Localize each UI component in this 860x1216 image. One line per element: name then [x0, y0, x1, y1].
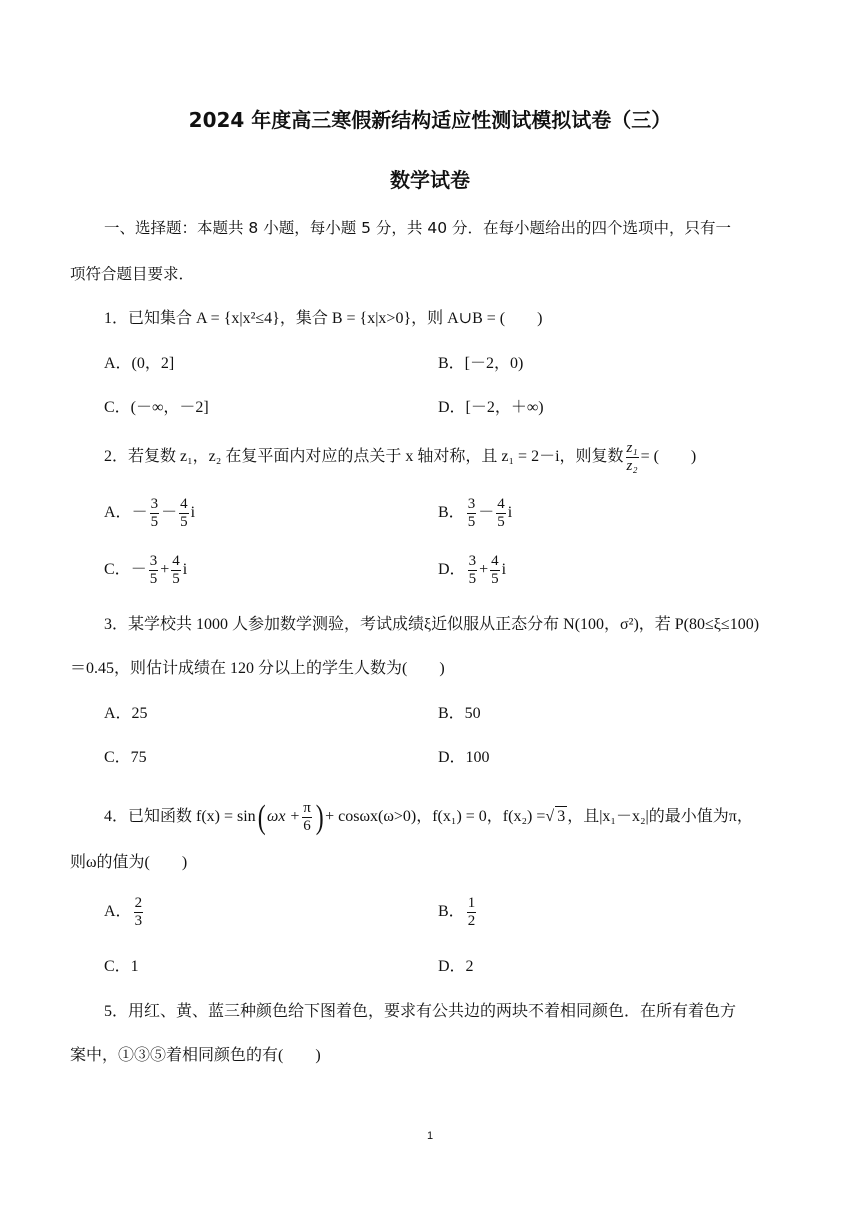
fraction-numerator: π — [303, 800, 311, 816]
fraction-denominator: 6 — [303, 818, 311, 834]
section-intro-line2: 项符合题目要求． — [70, 265, 195, 283]
question-4-inner-expression: ωx + — [267, 808, 301, 826]
fraction-denominator: 5 — [497, 514, 505, 530]
fraction-numerator: 3 — [467, 496, 476, 512]
option-fraction-1 — [467, 496, 477, 531]
question-2-stem-part1: 2．若复数 z₁，z₂ 在复平面内对应的点关于 x 轴对称，且 z₁ = 2－i，则复数 — [104, 448, 624, 466]
fraction-denominator: 5 — [150, 514, 159, 530]
fraction-numerator: 3 — [149, 553, 158, 569]
option-operator: － — [161, 504, 178, 522]
fraction-denominator: 5 — [491, 571, 499, 587]
question-1-option-d: D．[－2，＋∞) — [438, 399, 544, 416]
fraction-denominator: 5 — [468, 571, 477, 587]
question-1-option-b: B．[－2，0) — [438, 355, 524, 372]
question-4-stem-line2: 则ω的值为( ) — [70, 854, 188, 871]
option-fraction-2 — [496, 496, 506, 531]
left-paren: ( — [257, 798, 266, 836]
question-4-option-c: C．1 — [104, 958, 139, 975]
question-4-option-d: D．2 — [438, 958, 474, 975]
option-fraction-2 — [490, 553, 500, 588]
question-4-option-b — [438, 895, 478, 930]
fraction-numerator: 1 — [467, 895, 476, 911]
question-1-option-c: C．(－∞，－2] — [104, 399, 209, 416]
fraction-denominator: z₂ — [626, 458, 638, 474]
question-4-stem-part2: + cosωx(ω>0)，f(x₁) = 0，f(x₂) = — [325, 808, 546, 826]
option-sign: － — [130, 561, 147, 579]
option-fraction-1 — [468, 553, 478, 588]
question-3-stem-line1: 3．某学校共 1000 人参加数学测验，考试成绩ξ近似服从正态分布 N(100，σ²)，若 P(80≤ξ≤100) — [104, 616, 760, 633]
option-operator: + — [479, 561, 489, 579]
page-number: 1 — [426, 1130, 434, 1142]
option-fraction-2 — [171, 553, 181, 588]
option-label: C． — [104, 561, 131, 579]
fraction-denominator: 5 — [172, 571, 180, 587]
imaginary-unit: i — [190, 504, 196, 522]
option-operator: + — [160, 561, 170, 579]
question-4-fraction — [302, 800, 312, 835]
option-fraction-2 — [179, 496, 189, 531]
question-4-stem-line1 — [104, 800, 753, 835]
fraction-denominator: 5 — [149, 571, 158, 587]
question-5-stem-line2: 案中，①③⑤着相同颜色的有( ) — [70, 1047, 321, 1064]
option-label: B． — [438, 504, 465, 522]
option-fraction — [134, 895, 144, 930]
question-1-option-a: A．(0，2] — [104, 355, 175, 372]
fraction-numerator: 3 — [150, 496, 159, 512]
question-4-option-a — [104, 895, 145, 930]
fraction-denominator: 2 — [467, 913, 476, 929]
question-2-option-b — [438, 496, 512, 531]
option-fraction-1 — [149, 553, 159, 588]
question-3-option-c: C．75 — [104, 749, 147, 766]
exam-title: 2024 年度高三寒假新结构适应性测试模拟试卷（三） — [188, 108, 672, 132]
option-label: A． — [104, 903, 132, 921]
question-2-option-d — [438, 553, 506, 588]
imaginary-unit: i — [501, 561, 507, 579]
question-2-stem-part2: = ( ) — [640, 448, 697, 466]
question-4-stem-part3: ，且|x₁－x₂|的最小值为π， — [567, 808, 753, 826]
fraction-numerator: 2 — [134, 895, 143, 911]
option-label: D． — [438, 561, 466, 579]
right-paren: ) — [315, 798, 324, 836]
fraction-numerator: z₁ — [626, 440, 638, 456]
fraction-denominator: 5 — [467, 514, 476, 530]
fraction-numerator: 4 — [172, 553, 180, 569]
imaginary-unit: i — [182, 561, 188, 579]
question-5-stem-line1: 5．用红、黄、蓝三种颜色给下图着色，要求有公共边的两块不着相同颜色．在所有着色方 — [104, 1003, 737, 1020]
option-operator: － — [478, 504, 495, 522]
option-label: A． — [104, 504, 132, 522]
section-intro-line1: 一、选择题：本题共 8 小题，每小题 5 分，共 40 分．在每小题给出的四个选项中，只有一 — [104, 219, 732, 237]
question-3-option-d: D．100 — [438, 749, 490, 766]
option-fraction — [467, 895, 477, 930]
exam-subtitle: 数学试卷 — [390, 168, 470, 192]
fraction-numerator: 4 — [497, 496, 505, 512]
imaginary-unit: i — [507, 504, 513, 522]
sqrt-symbol: √ — [545, 808, 555, 826]
question-4-stem-part1: 4．已知函数 f(x) = sin — [104, 808, 256, 826]
fraction-numerator: 4 — [491, 553, 499, 569]
option-label: B． — [438, 903, 465, 921]
fraction-denominator: 3 — [134, 913, 143, 929]
question-2-fraction — [626, 440, 639, 475]
option-fraction-1 — [150, 496, 160, 531]
question-3-stem-line2: ＝0.45，则估计成绩在 120 分以上的学生人数为( ) — [70, 660, 445, 677]
fraction-numerator: 4 — [180, 496, 188, 512]
fraction-denominator: 5 — [180, 514, 188, 530]
option-sign: － — [131, 504, 148, 522]
question-2-option-c — [104, 553, 187, 588]
question-2-stem — [104, 440, 696, 475]
question-2-option-a — [104, 496, 195, 531]
fraction-numerator: 3 — [468, 553, 477, 569]
question-3-option-a: A．25 — [104, 705, 148, 722]
question-1-stem: 1．已知集合 A = {x|x²≤4}，集合 B = {x|x>0}，则 A∪B = ( ) — [104, 310, 543, 327]
question-3-option-b: B．50 — [438, 705, 481, 722]
sqrt-radicand: 3 — [557, 808, 566, 826]
